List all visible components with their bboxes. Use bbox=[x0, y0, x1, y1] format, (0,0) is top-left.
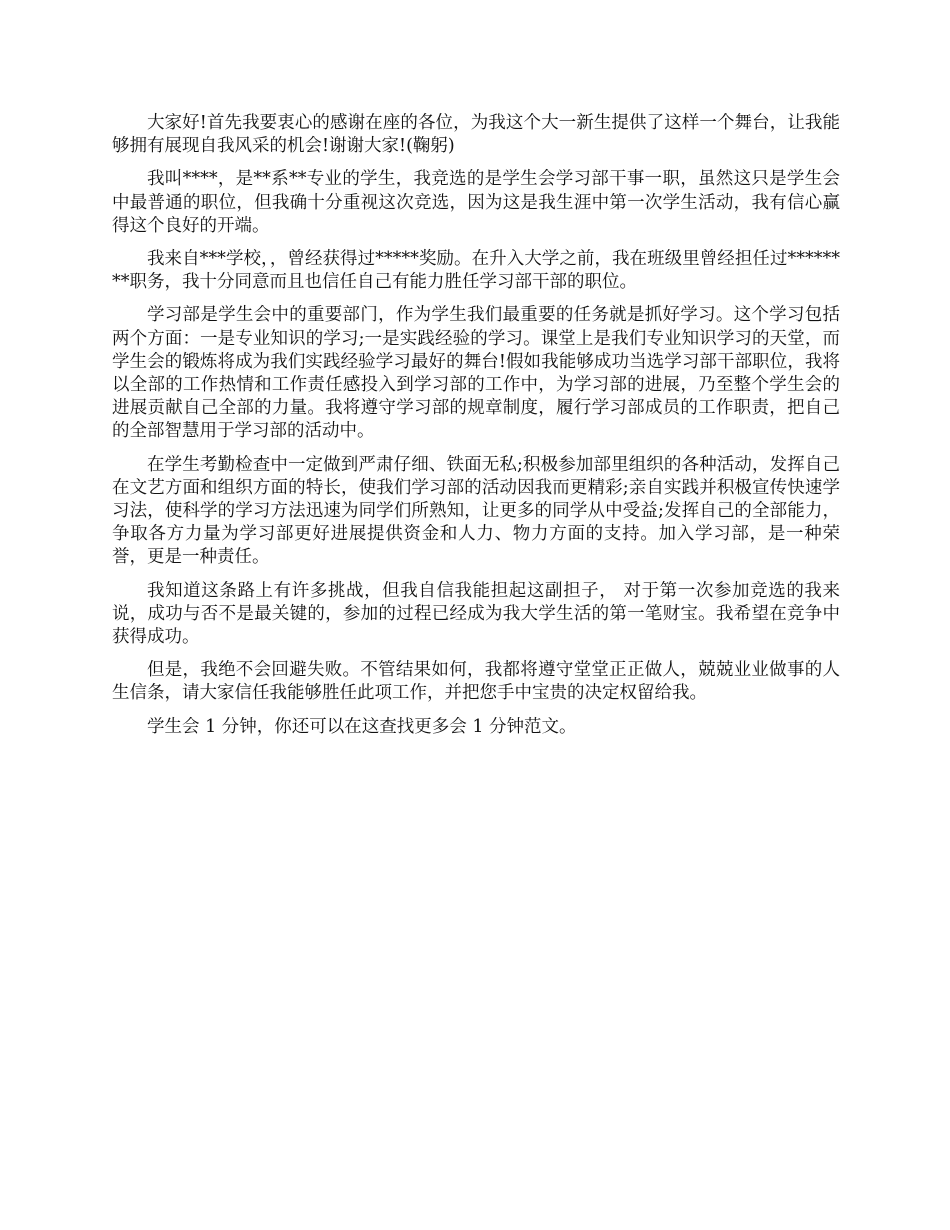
paragraph-introduction: 我叫****，是**系**专业的学生，我竞选的是学生会学习部干事一职，虽然这只是学生会中最普通的职位，但我确十分重视这次竞选，因为这是我生涯中第一次学生活动，我有信心赢得这个良好的开端。 bbox=[112, 169, 840, 236]
paragraph-challenge: 我知道这条路上有许多挑战，但我自信我能担起这副担子， 对于第一次参加竞选的我来说，成功与否不是最关键的，参加的过程已经成为我大学生活的第一笔财宝。我希望在竞争中获得成功。 bbox=[112, 580, 840, 648]
paragraph-background: 我来自***学校，，曾经获得过*****奖励。在升入大学之前，我在班级里曾经担任过********职务，我十分同意而且也信任自己有能力胜任学习部干部的职位。 bbox=[112, 249, 840, 293]
document-body bbox=[112, 112, 840, 749]
paragraph-greeting: 大家好!首先我要衷心的感谢在座的各位，为我这个大一新生提供了这样一个舞台，让我能够拥有展现自我风采的机会!谢谢大家!(鞠躬) bbox=[112, 113, 840, 157]
paragraph-closing: 但是，我绝不会回避失败。不管结果如何，我都将遵守堂堂正正做人，兢兢业业做事的人生信条，请大家信任我能够胜任此项工作，并把您手中宝贵的决定权留给我。 bbox=[112, 660, 840, 704]
paragraph-footer-note: 学生会 1 分钟，你还可以在这查找更多会 1 分钟范文。 bbox=[147, 716, 577, 737]
paragraph-study-department: 学习部是学生会中的重要部门，作为学生我们最重要的任务就是抓好学习。这个学习包括两个方面：一是专业知识的学习;一是实践经验的学习。课堂上是我们专业知识学习的天堂，而学生会的锻炼将成为我们实践经验学习最好的舞台!假如我能够成功当选学习部干部职位，我将以全部的工作热情和工作责任感投入到学习部的工作中，为学习部的进展，乃至整个学生会的进展贡献自己全部的力量。我将遵守学习部的规章制度，履行学习部成员的工作职责，把自己的全部智慧用于学习部的活动中。 bbox=[112, 305, 840, 442]
paragraph-plans: 在学生考勤检查中一定做到严肃仔细、铁面无私;积极参加部里组织的各种活动，发挥自己在文艺方面和组织方面的特长，使我们学习部的活动因我而更精彩;亲自实践并积极宣传快速学习法，使科学的学习方法迅速为同学们所熟知，让更多的同学从中受益;发挥自己的全部能力，争取各方力量为学习部更好进展提供资金和人力、物力方面的支持。加入学习部，是一种荣誉，更是一种责任。 bbox=[112, 454, 840, 568]
